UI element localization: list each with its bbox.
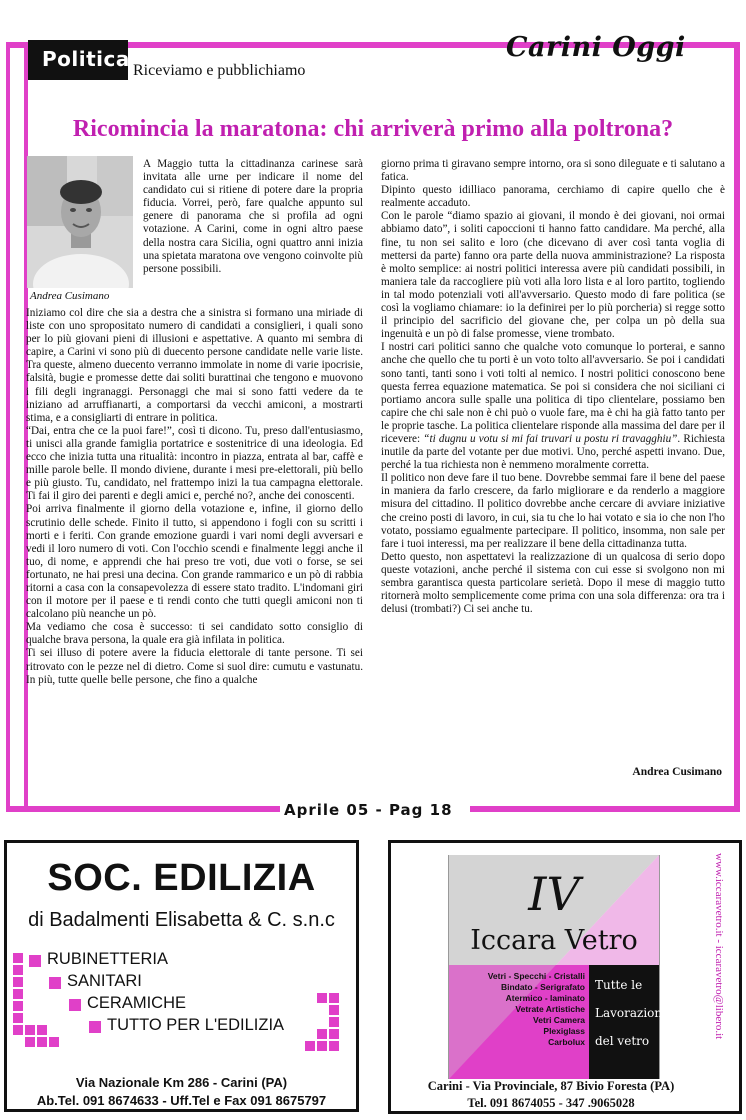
product-item: Atermico - laminato: [505, 993, 585, 1003]
frame-left-inner: [10, 48, 24, 806]
paragraph: Con le parole “diamo spazio ai giovani, il mondo è dei giovani, noi ormai abbiamo dato”, i soliti capoccioni ti hanno fatto candidare. Ma perché, alla fine, tu non sei salito e loro (che dicevano di aver così tanta voglia di mettersi da parte) fanno ora parte della nuova amministrazione? La risposta è molto semplice: ai nostri politici interessa avere più candidati possibili, in maniera tale da raccogliere più voti alla loro lista e al loro partito, togliendo in tal modo potenziali voti all'avversario. Questo modo di fare politica (se così la vogliamo chiamare: io la definirei per lo più porcheria) si regge sotto il principio del sacrificio del giovane che, per colpa un pò della sua ingenuità e un pò di false promesse, viene trombato.: [381, 210, 725, 341]
paragraph: Il politico non deve fare il tuo bene. Dovrebbe semmai fare il bene del paese in maniera da farlo crescere, da farlo migliorare e da renderlo a maggiore misura del cittadino. Il politico dovrebbe anche cercare di avviare iniziative che creino posti di lavoro, in cui, sia tu che lo hai votato e sia io che non l'ho votato, possiamo egualmente partecipare. Il politico, insomma, non sale per fare i tuoi interessi, ma per realizzare il bene della cittadinanza tutta.: [381, 472, 725, 550]
ad-title: SOC. EDILIZIA: [47, 857, 316, 899]
ad-phones: Ab.Tel. 091 8674633 - Uff.Tel e Fax 091 8675797: [36, 1093, 327, 1108]
ad-address: Carini - Via Provinciale, 87 Bivio Foresta (PA): [427, 1079, 675, 1093]
author-photo: [27, 156, 133, 288]
vertical-contact: [709, 853, 729, 1115]
ad-item: SANITARI: [67, 972, 142, 990]
byline: Andrea Cusimano: [632, 766, 722, 778]
tile-pattern-icon: [297, 993, 352, 1073]
section-subtitle: Riceviamo e pubblichiamo: [133, 62, 306, 79]
paragraph: Detto questo, non aspettatevi la realizzazione di un qualcosa di serio dopo queste votazioni, anche perché il sistema con cui esse si svolgono non mi sembra garantisca questa particolare serietà. Dopo il mese di maggio tutto ritornerà molto semplicemente come prima con una sola differenza: ora tra i delusi (trombati?) Ci sei anche tu.: [381, 550, 725, 616]
article-intro: A Maggio tutta la cittadinanza carinese sarà invitata alle urne per indicare il nome del candidato cui si ritiene di potere dare la propria fiducia. Vorrei, però, fare qualche appunto sul genere di panorama che si profila ad ogni votazione. A Carini, come in ogni altro paese della nostra cara Sicilia, ogni quattro anni inizia una spietata maratona ove vengono coinvolte più persone possibili.: [143, 158, 363, 275]
frame-right-border: [734, 42, 740, 812]
article-column-2: [381, 158, 725, 616]
bullet-square-icon: [69, 999, 81, 1011]
product-item: Bindato - Serigrafato: [500, 982, 585, 992]
article-column-1: [26, 307, 363, 687]
tagline-line: Tutte le: [595, 978, 643, 992]
logo-brand: Iccara Vetro: [470, 925, 638, 956]
ad-address: Via Nazionale Km 286 - Carini (PA): [75, 1075, 288, 1090]
logo-initials: IV: [528, 867, 580, 921]
paragraph: Dipinto questo idilliaco panorama, cerchiamo di capire quello che è realmente accaduto.: [381, 184, 725, 210]
ad-soc-edilizia: [4, 840, 359, 1112]
paragraph: Ti sei illuso di potere avere la fiducia elettorale di tante persone. Ti sei ritrovato con le pezze nel di dietro. Come si suol dire: cumutu e vastunatu. In più, tutte quelle belle persone, che fino a qualche: [26, 647, 363, 686]
masthead: Carini Oggi: [506, 32, 686, 63]
ad-subtitle: di Badalmenti Elisabetta & C. s.n.c: [28, 909, 335, 931]
dialect-quote: “ti dugnu u votu si mi fai truvari u postu ri travagghiu”: [423, 432, 678, 445]
product-item: Plexiglass: [543, 1026, 585, 1036]
tagline: [595, 971, 666, 1055]
ad-phones: Tel. 091 8674055 - 347 .9065028: [467, 1096, 635, 1110]
paragraph: Iniziamo col dire che sia a destra che a sinistra si formano una miriade di liste con uno spropositato numero di candidati a consiglieri, i quali sono per lo più giovani pieni di illusioni e aspettative. A quanto mi sembra di capire, a Carini vi sono più di duecento persone candidate nelle varie liste. Tra queste, almeno duecento verranno immolate in nome di varie ipocrisie, falsità, bugie e promesse dette dai soliti burattinai che tengono e muovono i fili degli ingranaggi. Personaggi che mai si sono fatti vedere da te iniziano ad arruffianarti, a comportarsi da vecchi amiconi, a mostrarti stima, e a consigliarti di entrare in politica.: [26, 307, 363, 424]
products-list: [453, 971, 585, 1048]
section-tag: Politica: [28, 40, 128, 80]
paragraph: giorno prima ti giravano sempre intorno, ora si sono dileguate e ti salutano a fatica.: [381, 158, 725, 184]
ad-iccara-vetro: [388, 840, 742, 1114]
product-item: Vetri - Specchi - Cristalli: [487, 971, 585, 981]
photo-caption: Andrea Cusimano: [30, 290, 110, 302]
contact-web-email: www.iccaravetro.it - iccaravetro@libero.it: [713, 853, 725, 1040]
paragraph: [381, 341, 725, 472]
page-footer: Aprile 05 - Pag 18: [284, 801, 453, 819]
product-item: Vetrate Artistiche: [515, 1004, 585, 1014]
ad-item: CERAMICHE: [87, 994, 187, 1012]
paragraph-text: I nostri cari politici sanno che qualche voto comunque lo porterai, e sanno anche che quello che tu porti è un voto tolto all'avversario. Se poi i candidati sono tanti, tanti sono i voti tolti al nemico. I nostri politici conoscono bene questa ferrea equazione matematica. Se poi si considera che noi siciliani ci portiamo ancora sulle spalle una politica di tipo clientelare, possiamo ben capire che chi sale non è chi può o vuole fare, ma è chi ha già fatto tanto per le proprie tasche. La politica clientelare risponde alla massima del dare per il ricevere:: [381, 341, 725, 445]
paragraph: “Dai, entra che ce la puoi fare!”, così ti dicono. Tu, preso dall'entusiasmo, ti unisci alla grande famiglia portatrice e sostenitrice di una ideologia. Ed ecco che inizia tutta una ritualità: incontro in piazza, entrata al bar, caffè e mille parole belle. Il mondo diviene, durante i mesi pre-elettorali, più bello e più giusto. Tu, candidato, nel frattempo inizi la tua campagna elettorale. Ti fai il giro dei parenti e degli amici e, perché no?, anche dei conoscenti.: [26, 424, 363, 503]
iccara-vetro-logo: [419, 855, 689, 1079]
bullet-square-icon: [89, 1021, 101, 1033]
paragraph: Ma vediamo che cosa è successo: ti sei candidato sotto consiglio di qualche brava persona, la quale era già infilata in politica.: [26, 621, 363, 647]
article-headline: Ricomincia la maratona: chi arriverà primo alla poltrona?: [72, 116, 674, 142]
ad-item: RUBINETTERIA: [47, 950, 169, 968]
tagline-line: del vetro: [595, 1034, 650, 1048]
paragraph-text: . Richiesta inutile da parte del votante per due motivi. Uno, perché aspetti invano. Due, perché la tua richiesta non è nemmeno moralmente corretta.: [381, 432, 725, 472]
paragraph: Poi arriva finalmente il giorno della votazione e, infine, il giorno dello scrutinio delle schede. Finito il tutto, si appendono i fogli con su scritti i morti e i feriti. Con grande emozione guardi i vari nomi degli avversari e vedi il loro numero di voti. Con l'occhio scendi e finalmente leggi anche il tuo, di nome, e apprendi che hai preso tre voti, due voti o forse, se sei fortunato, ne hai presi una decina. Con grande rammarico e un pò di rabbia ritorni a casa con la consapevolezza di essere stato tradito. L'indomani giri con il motore per il paese e ti rendi conto che tutti quegli amiconi non ti calcolano più neanche un pò.: [26, 503, 363, 621]
ad-item: TUTTO PER L'EDILIZIA: [107, 1016, 285, 1034]
product-item: Vetri Camera: [533, 1015, 585, 1025]
tile-pattern-icon: [13, 953, 63, 1063]
product-item: Carbolux: [548, 1037, 585, 1047]
tagline-line: Lavorazioni: [595, 1006, 666, 1020]
